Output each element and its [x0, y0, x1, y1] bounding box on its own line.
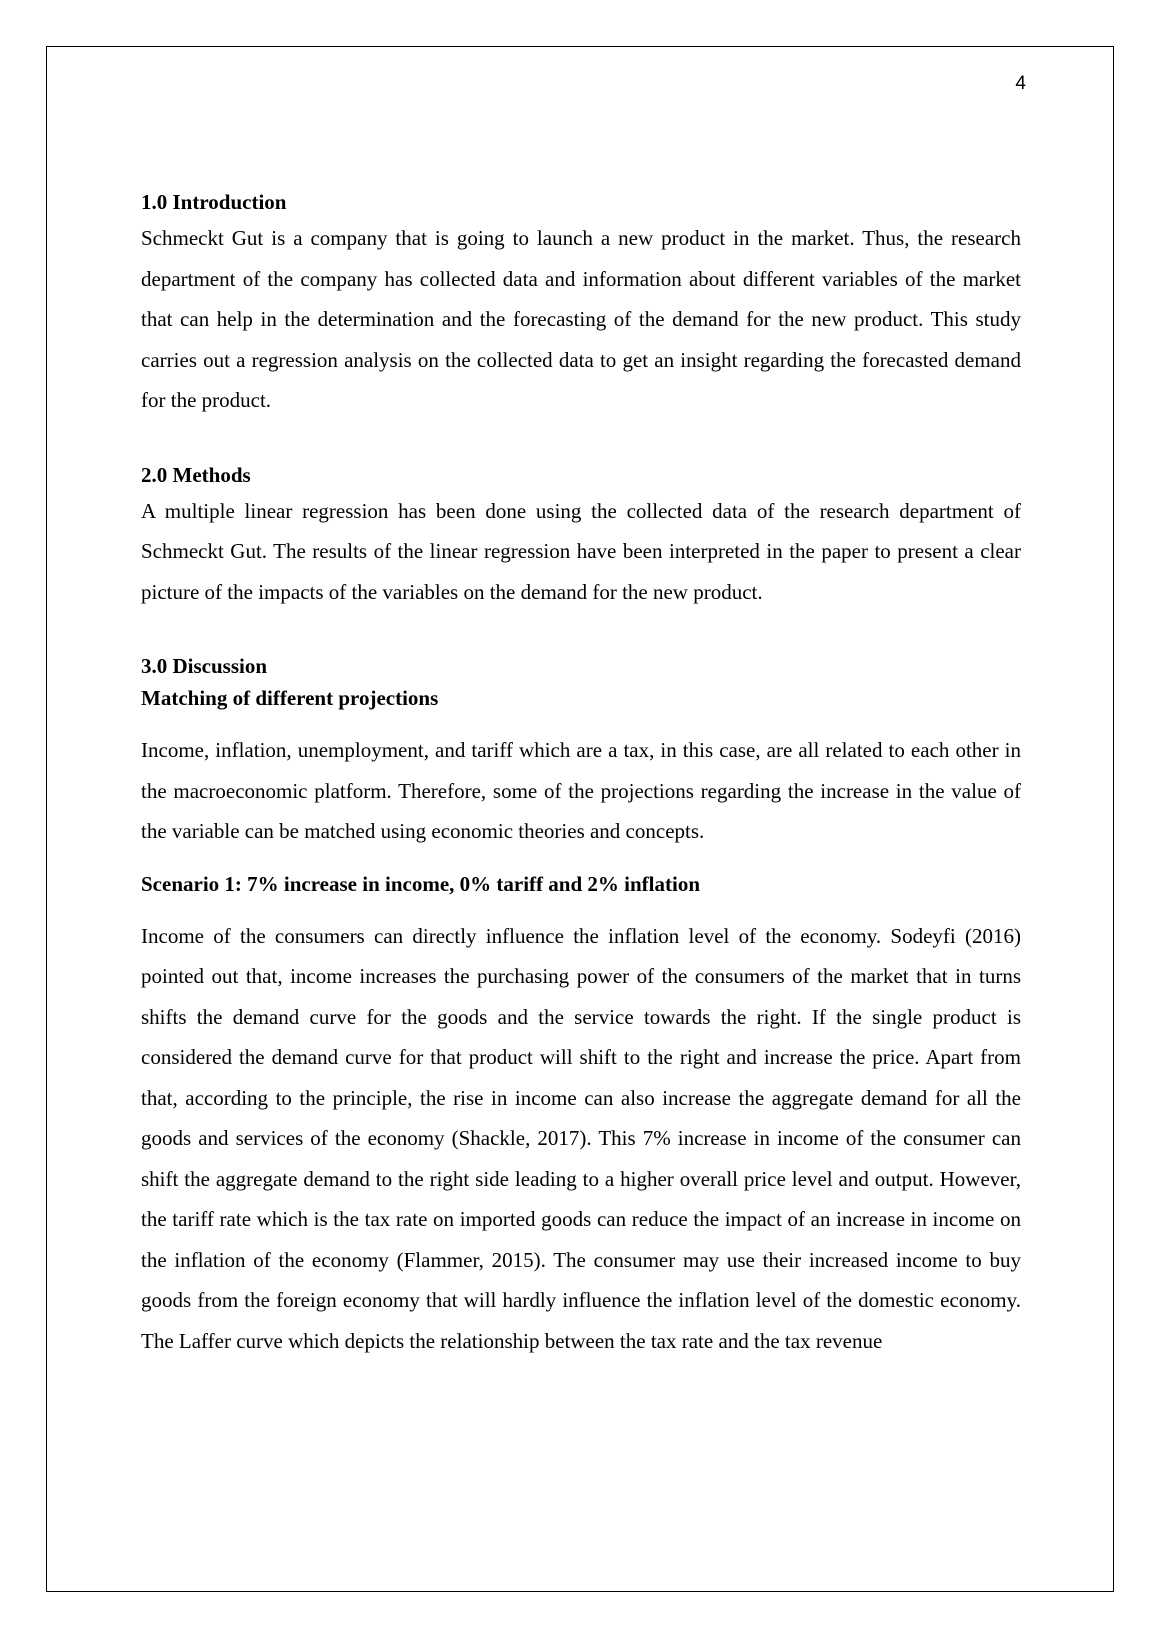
scenario-heading: Scenario 1: 7% increase in income, 0% tariff and 2% inflation	[141, 871, 700, 896]
discussion-section	[141, 650, 1021, 1361]
methods-paragraph: A multiple linear regression has been done using the collected data of the research department of Schmeckt Gut. The results of the linear regression have been interpreted in the paper to present a clear picture of the impacts of the variables on the demand for the new product.	[141, 498, 1021, 604]
discussion-subheading: Matching of different projections	[141, 686, 439, 710]
discussion-heading: 3.0 Discussion	[141, 654, 268, 678]
introduction-section	[141, 186, 1021, 421]
page-number: 4	[1015, 73, 1026, 94]
methods-heading: 2.0 Methods	[141, 462, 251, 487]
methods-section	[141, 459, 1021, 613]
document-body	[141, 186, 1021, 1361]
introduction-heading: 1.0 Introduction	[141, 190, 287, 214]
introduction-paragraph: Schmeckt Gut is a company that is going to launch a new product in the market. Thus, the research department of the company has collected data and information about different variables of the market that can help in the determination and the forecasting of the demand for the new product. This study carries out a regression analysis on the collected data to get an insight regarding the forecasted demand for the product.	[141, 226, 1021, 412]
scenario-paragraph: Income of the consumers can directly influence the inflation level of the economy. Sodeyfi (2016) pointed out that, income increases the purchasing power of the consumers of the market that in turns shifts the demand curve for the goods and the service towards the right. If the single product is considered the demand curve for that product will shift to the right and increase the price. Apart from that, according to the principle, the rise in income can also increase the aggregate demand for all the goods and services of the economy (Shackle, 2017). This 7% increase in income of the consumer can shift the aggregate demand to the right side leading to a higher overall price level and output. However, the tariff rate which is the tax rate on imported goods can reduce the impact of an increase in income on the inflation of the economy (Flammer, 2015). The consumer may use their increased income to buy goods from the foreign economy that will hardly influence the inflation level of the domestic economy. The Laffer curve which depicts the relationship between the tax rate and the tax revenue	[141, 923, 1021, 1353]
discussion-intro-paragraph: Income, inflation, unemployment, and tariff which are a tax, in this case, are all related to each other in the macroeconomic platform. Therefore, some of the projections regarding the increase in the value of the variable can be matched using economic theories and concepts.	[141, 738, 1021, 843]
